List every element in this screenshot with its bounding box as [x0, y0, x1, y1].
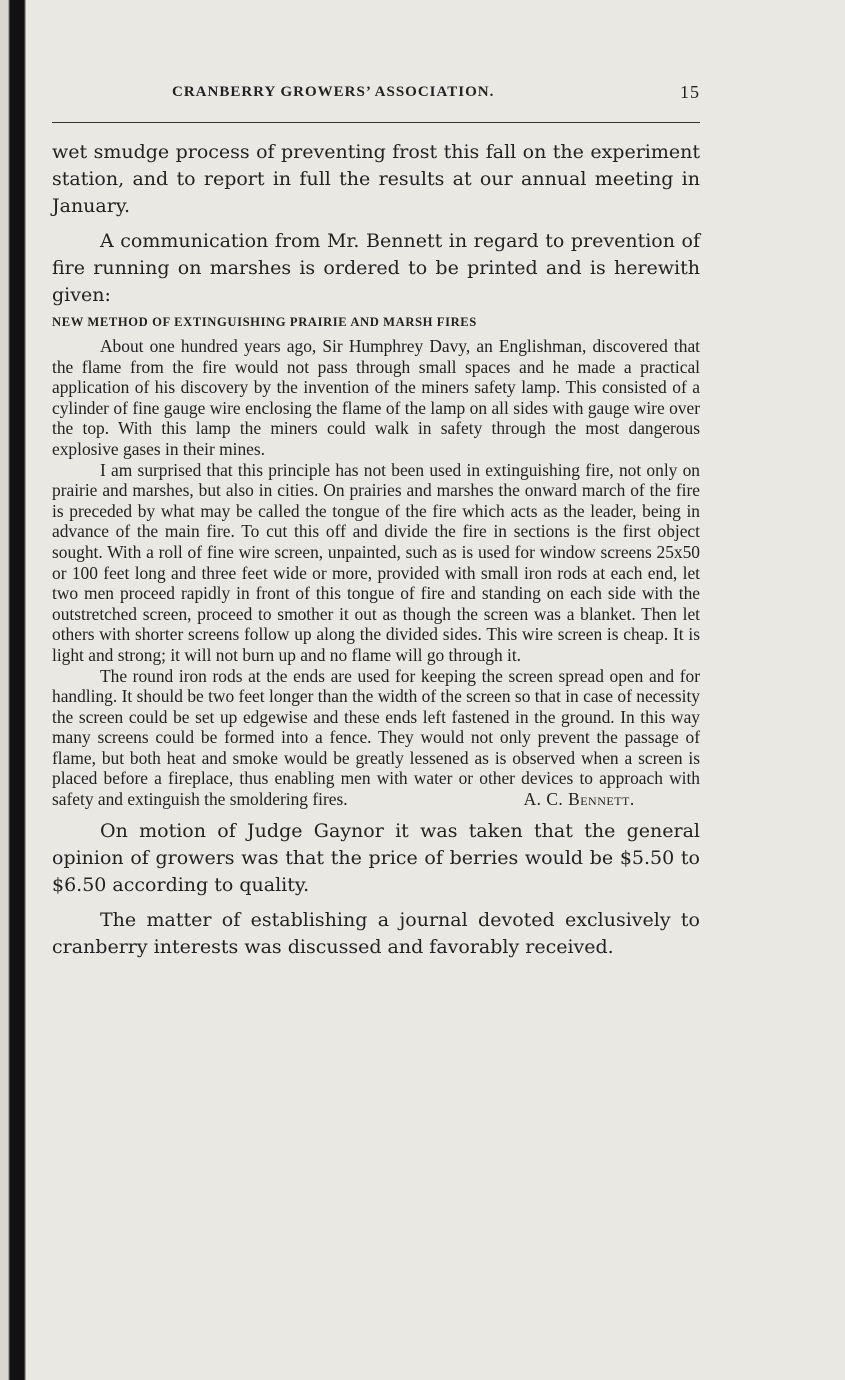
paragraph-communication: A communication from Mr. Bennett in regard to prevention of fire running on marshes is ordered to be printed and is herewith given:: [52, 230, 700, 306]
page-number: 15: [680, 82, 700, 102]
header-rule: [52, 122, 700, 123]
paragraph-iron-rods-text: The round iron rods at the ends are used for keeping the screen spread open and for handling. It should be two feet longer than the width of the screen so that in case of necessity the screen could be set up edgewise and these ends left fastened in the ground. In this way many screens could be formed into a fence. They would not only prevent the passage of flame, but both heat and smoke would be greatly lessened as is observed when a screen is placed before a fireplace, thus enabling men with water or other devices to approach with safety and extinguish the smoldering fires.: [52, 665, 700, 810]
book-spine: [0, 0, 26, 1380]
paragraph-journal: The matter of establishing a journal devoted exclusively to cranberry interests was discussed and favorably received.: [52, 908, 700, 958]
running-title: CRANBERRY GROWERS’ ASSOCIATION.: [172, 84, 495, 100]
page: [52, 80, 700, 961]
paragraph-motion: On motion of Judge Gaynor it was taken that the general opinion of growers was that the price of berries would be $5.50 to $6.50 according to quality.: [52, 819, 700, 896]
paragraph-smudge: wet smudge process of preventing frost this fall on the experiment station, and to report in full the results at our annual meeting in January.: [52, 141, 700, 217]
section-heading: NEW METHOD OF EXTINGUISHING PRAIRIE AND MARSH FIRES: [52, 315, 477, 329]
signature: A. C. Bennett.: [523, 789, 635, 810]
paragraph-principle: I am surprised that this principle has not been used in extinguishing fire, not only on prairie and marshes, but also in cities. On prairies and marshes the onward march of the fire is preceded by what may be called the tongue of the fire which acts as the leader, being in advance of the main fire. To cut this off and divide the fire in sections is the first object sought. With a roll of fine wire screen, unpainted, such as is used for window screens 25x50 or 100 feet long and three feet wide or more, provided with small iron rods at each end, let two men proceed rapidly in front of this tongue of fire and standing on each side with the outstretched screen, proceed to smother it out as though the screen was a blanket. Then let others with shorter screens follow up along the divided sides. This wire screen is cheap. It is light and strong; it will not burn up and no flame will go through it.: [52, 459, 700, 665]
running-header: [52, 80, 700, 110]
paragraph-davy: About one hundred years ago, Sir Humphrey Davy, an Englishman, discovered that the flame from the fire would not pass through small spaces and he made a practical application of his discovery by the invention of the miners safety lamp. This consisted of a cylinder of fine gauge wire enclosing the flame of the lamp on all sides with gauge wire over the top. With this lamp the miners could walk in safety through the most dangerous explosive gases in their mines.: [52, 336, 700, 459]
paragraph-iron-rods: [52, 666, 700, 810]
